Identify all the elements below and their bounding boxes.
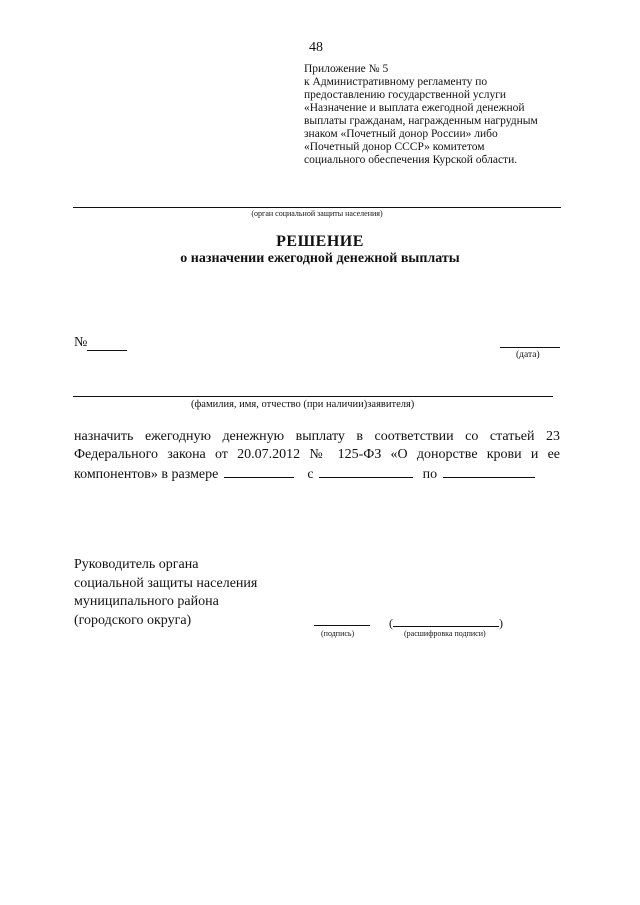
head-line: социальной защиты населения: [74, 575, 258, 591]
number-blank: [87, 336, 127, 351]
appendix-line: «Почетный донор СССР» комитетом: [304, 141, 485, 153]
appendix-line: знаком «Почетный донор России» либо: [304, 128, 498, 140]
appendix-line: «Назначение и выплата ежегодной денежной: [304, 102, 525, 114]
date-field-line: [500, 347, 560, 348]
amount-label: компонентов» в размере: [74, 467, 219, 482]
decode-open: (: [389, 616, 393, 630]
decode-caption: (расшифровка подписи): [404, 629, 486, 638]
signature-line: [314, 625, 370, 626]
appendix-line: социального обеспечения Курской области.: [304, 154, 518, 166]
date-caption: (дата): [516, 350, 540, 360]
to-label: по: [422, 467, 438, 482]
decision-text: [74, 428, 560, 464]
head-line: Руководитель органа: [74, 557, 199, 572]
decision-text-line-amount: [74, 464, 564, 484]
appendix-line: к Административному регламенту по: [304, 76, 488, 88]
head-signatory: [74, 556, 257, 630]
decode-close: ): [499, 616, 503, 630]
applicant-name-line: [73, 396, 553, 397]
decision-number: [74, 335, 127, 351]
from-label: с: [307, 467, 314, 482]
appendix-line: выплаты гражданам, награжденным нагрудным: [304, 115, 538, 127]
decision-text-line: назначить ежегодную денежную выплату в соответствии со статьей 23: [74, 429, 560, 444]
decision-text-line: Федерального закона от 20.07.2012 № 125-ФЗ «О донорстве крови и ее: [74, 447, 560, 462]
head-line: муниципального района: [74, 594, 219, 609]
signature-caption: (подпись): [321, 629, 355, 638]
appendix-line: предоставлению государственной услуги: [304, 89, 507, 101]
applicant-caption: (фамилия, имя, отчество (при наличии)заявителя): [191, 399, 415, 410]
appendix-line: Приложение № 5: [304, 63, 389, 75]
appendix-note: [304, 63, 594, 167]
number-label: №: [74, 335, 88, 350]
amount-blank: [224, 464, 294, 478]
decode-blank: [393, 615, 499, 627]
to-date-blank: [443, 464, 535, 478]
document-title: РЕШЕНИЕ: [276, 233, 364, 250]
org-caption: (орган социальной защиты населения): [251, 209, 383, 218]
org-name-field-line: [73, 207, 561, 208]
from-date-blank: [319, 464, 413, 478]
head-line: (городского округа): [74, 612, 192, 628]
page-number: 48: [309, 40, 323, 55]
document-subtitle: о назначении ежегодной денежной выплаты: [180, 251, 460, 266]
